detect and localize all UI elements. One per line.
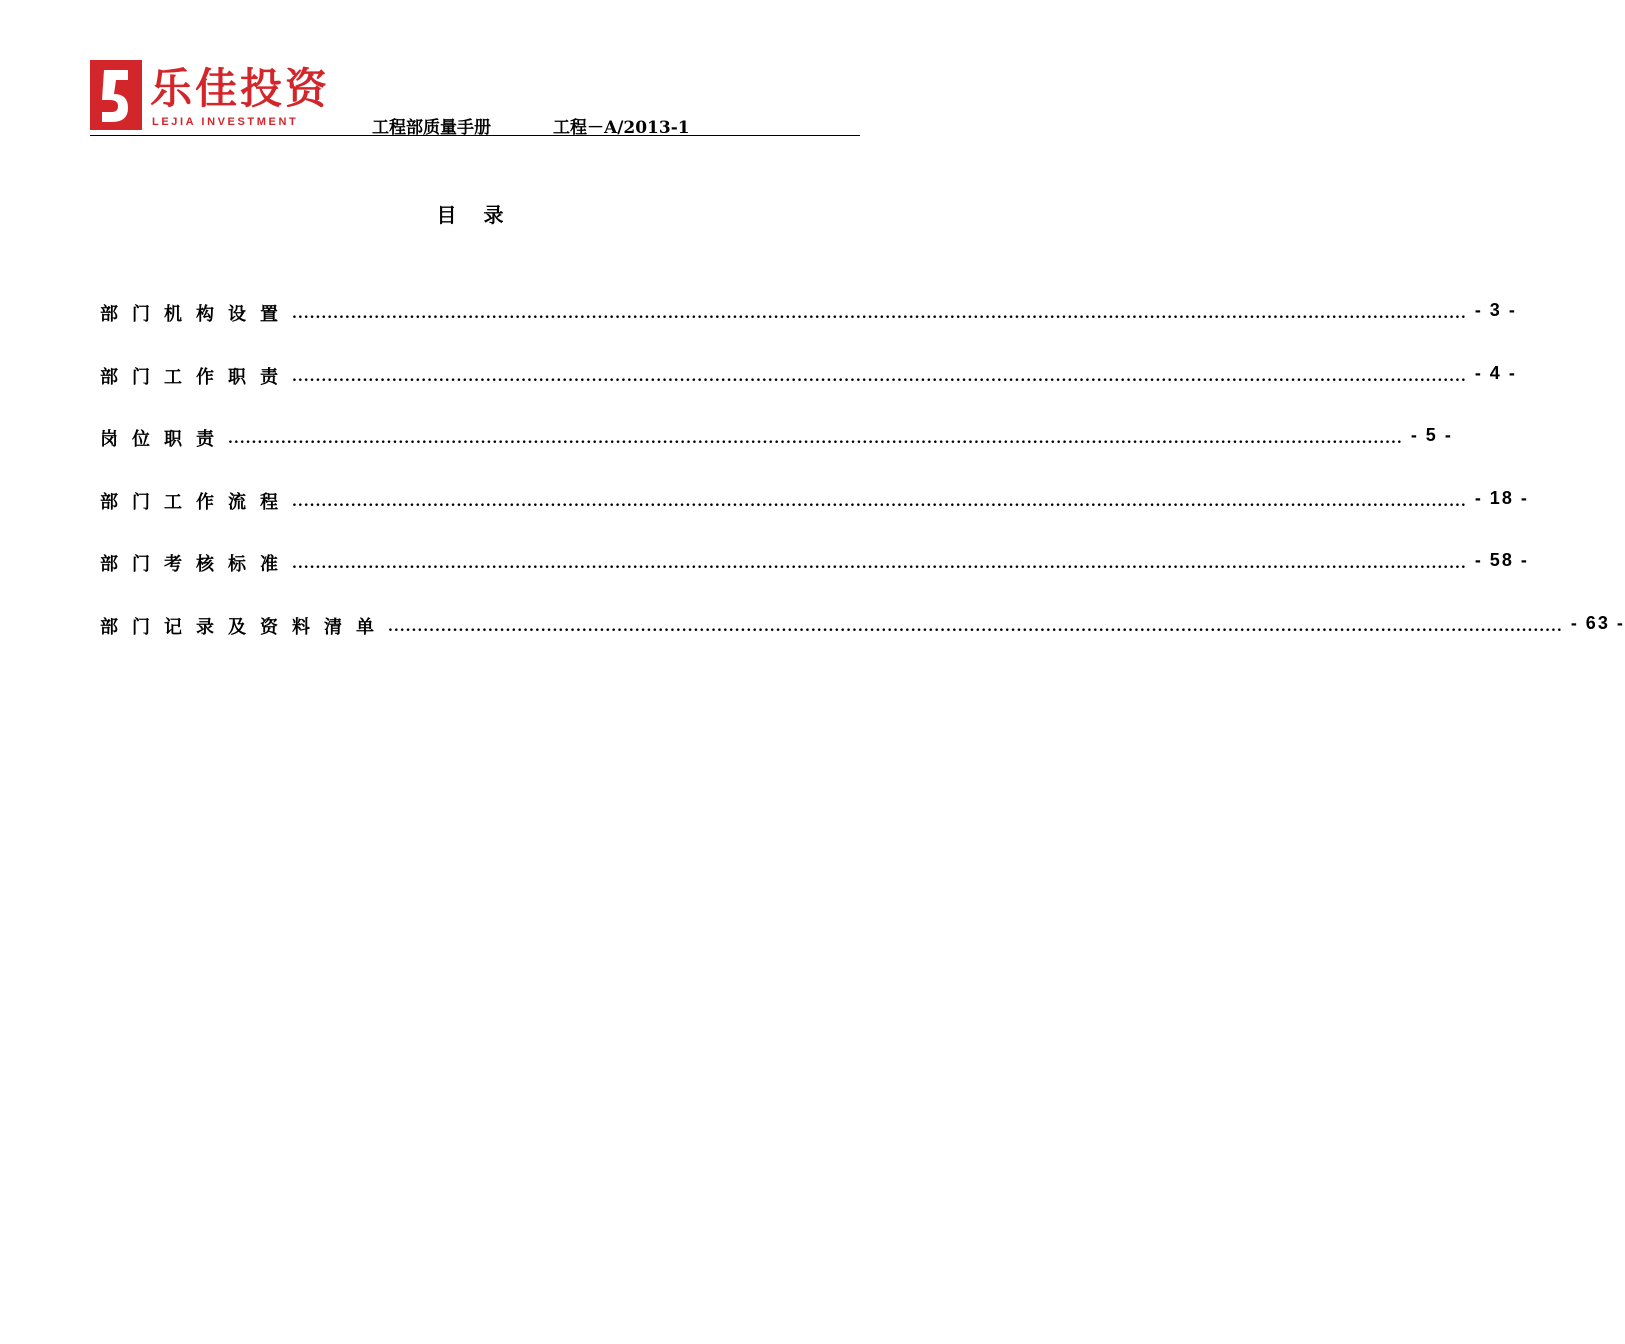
toc-entry[interactable] [100, 425, 1453, 488]
header-divider [90, 135, 860, 136]
toc-entry-label: 部门考核标准 [100, 554, 292, 575]
toc-leader-dots: ........................................................................................................................................................................................................ [292, 306, 1467, 322]
toc-entry-label: 岗位职责 [100, 429, 228, 450]
table-of-contents [100, 300, 1625, 675]
toc-leader-dots: ........................................................................................................................................................................................................ [228, 431, 1403, 447]
toc-leader-dots: ........................................................................................................................................................................................................ [388, 618, 1563, 635]
toc-entry-page: - 63 - [1570, 612, 1625, 633]
toc-entry[interactable] [100, 550, 1529, 613]
toc-entry[interactable] [100, 487, 1529, 551]
logo-english-name: LEJIA INVESTMENT [152, 116, 299, 128]
toc-leader-dots: ........................................................................................................................................................................................................ [292, 368, 1467, 385]
toc-entry[interactable] [100, 612, 1625, 676]
toc-entry-label: 部门工作职责 [100, 366, 292, 388]
toc-entry-page: - 18 - [1474, 487, 1529, 508]
toc-entry-label: 部门工作流程 [100, 491, 292, 513]
toc-entry-label: 部门机构设置 [100, 304, 292, 325]
document-code: 工程－A/2013-1 [553, 118, 690, 138]
toc-entry-label: 部门记录及资料清单 [100, 616, 388, 638]
document-title: 工程部质量手册 [372, 118, 491, 138]
company-logo [90, 60, 331, 132]
toc-entry-page: - 58 - [1474, 550, 1529, 570]
logo-chinese-name: 乐佳投资 [150, 64, 331, 113]
toc-heading: 目 录 [436, 203, 514, 227]
toc-entry-page: - 3 - [1474, 300, 1517, 320]
toc-leader-dots: ........................................................................................................................................................................................................ [292, 556, 1467, 572]
toc-entry[interactable] [100, 362, 1517, 426]
toc-leader-dots: ........................................................................................................................................................................................................ [292, 493, 1467, 510]
lejia-logo-icon [90, 60, 142, 130]
toc-entry-page: - 5 - [1410, 425, 1453, 445]
toc-entry-page: - 4 - [1474, 362, 1517, 383]
toc-entry[interactable] [100, 300, 1517, 363]
